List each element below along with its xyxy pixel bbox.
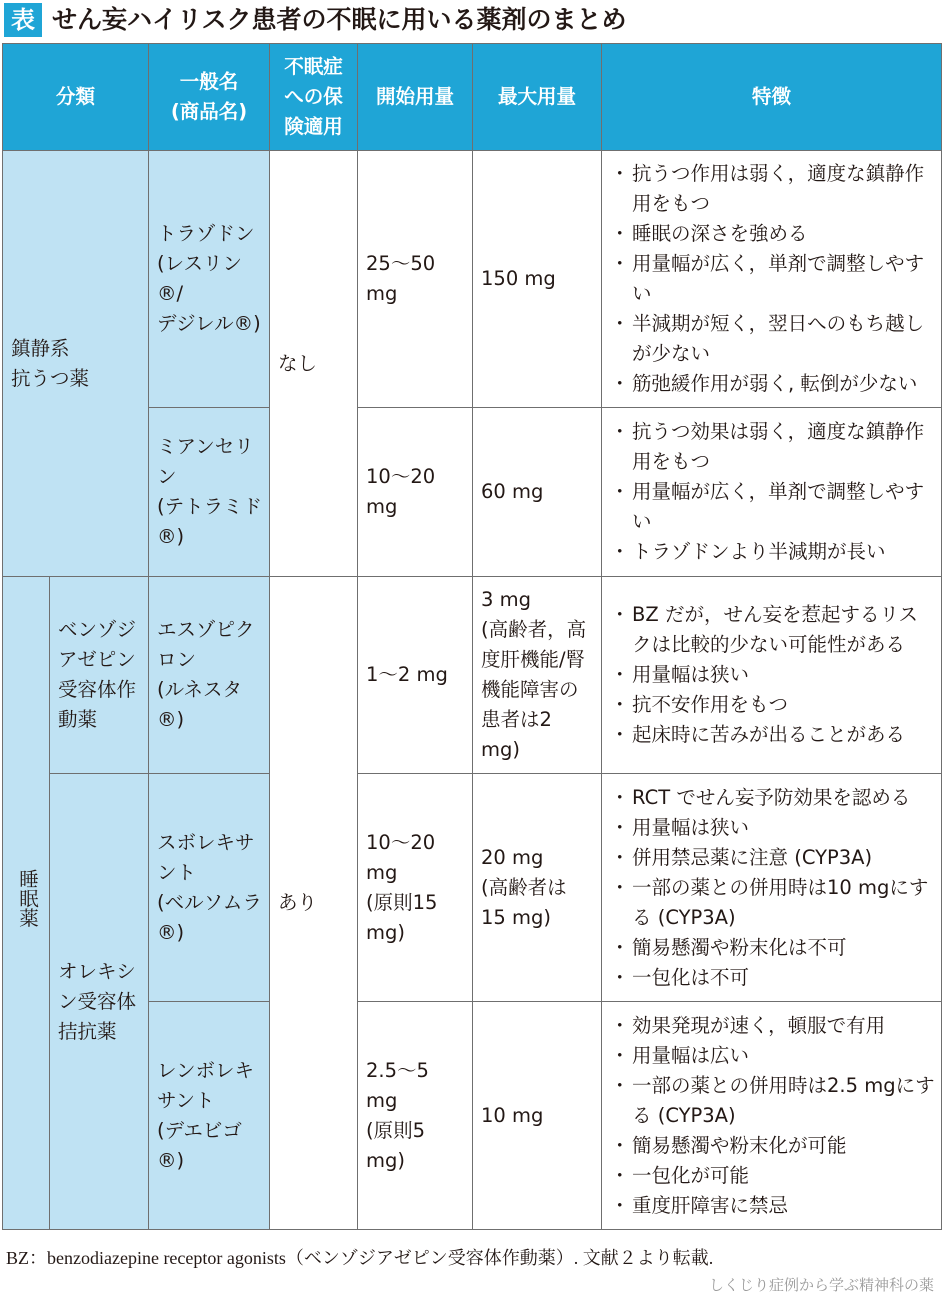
max-dose: 20 mg (高齢者は 15 mg) [473,774,602,1002]
features-cell [602,151,942,408]
table-row [3,151,942,408]
start-dose: 10〜20 mg [358,408,473,577]
insurance-value: なし [270,151,358,577]
start-dose: 10〜20 mg (原則15 mg) [358,774,473,1002]
feature-item: ・ 起床時に苦みが出ることがある [610,720,935,750]
category-sedative-antidepressant: 鎮静系 抗うつ薬 [3,151,149,577]
table-row [3,577,942,774]
table-header-row [3,44,942,151]
feature-item: ・ 半減期が短く，翌日へのもち越しが少ない [610,309,935,369]
feature-item: ・ 睡眠の深さを強める [610,219,935,249]
max-dose: 10 mg [473,1002,602,1230]
feature-item: ・ 一部の薬との併用時は2.5 mgにする (CYP3A) [610,1071,935,1131]
insurance-value: あり [270,577,358,1230]
max-dose: 60 mg [473,408,602,577]
drug-name: スボレキサント (ベルソムラ®) [149,774,270,1002]
features-cell [602,774,942,1002]
feature-item: ・ 効果発現が速く，頓服で有用 [610,1011,935,1041]
subcategory-orexin-antagonist: オレキシン受容体拮抗薬 [50,774,149,1230]
header-features: 特徴 [602,44,942,151]
category-hypnotics-label: 睡眠薬 [16,869,39,928]
feature-item: ・ 重度肝障害に禁忌 [610,1191,935,1221]
feature-item: ・ 用量幅は狭い [610,660,935,690]
feature-item: ・ 抗不安作用をもつ [610,690,935,720]
feature-item: ・ 簡易懸濁や粉末化が可能 [610,1131,935,1161]
table-title-text: せん妄ハイリスク患者の不眠に用いる薬剤のまとめ [52,5,627,34]
feature-item: ・ トラゾドンより半減期が長い [610,537,935,567]
table-badge: 表 [4,3,42,37]
feature-item: ・ 一包化は不可 [610,963,935,993]
start-dose: 2.5〜5 mg (原則5 mg) [358,1002,473,1230]
footnote: BZ：benzodiazepine receptor agonists（ベンゾジアゼピン受容体作動薬）. 文献２より転載. [6,1248,714,1268]
feature-item: ・ 抗うつ作用は弱く，適度な鎮静作用をもつ [610,159,935,219]
max-dose: 150 mg [473,151,602,408]
subcategory-bz-agonist: ベンゾジアゼピン受容体作動薬 [50,577,149,774]
drug-name: エスゾピクロン (ルネスタ®) [149,577,270,774]
feature-item: ・ 用量幅は狭い [610,813,935,843]
feature-item: ・ BZ だが，せん妄を惹起するリスクは比較的少ない可能性がある [610,600,935,660]
feature-item: ・ 併用禁忌薬に注意 (CYP3A) [610,843,935,873]
header-category: 分類 [3,44,149,151]
start-dose: 1〜2 mg [358,577,473,774]
category-hypnotics [3,577,50,1230]
feature-list [610,600,935,750]
drug-name: レンボレキサント (デエビゴ®) [149,1002,270,1230]
header-max-dose: 最大用量 [473,44,602,151]
features-cell [602,408,942,577]
feature-item: ・ 抗うつ効果は弱く，適度な鎮静作用をもつ [610,417,935,477]
book-credit: しくじり症例から学ぶ精神科の薬 [708,1276,934,1294]
features-cell [602,1002,942,1230]
start-dose: 25〜50 mg [358,151,473,408]
feature-item: ・ 簡易懸濁や粉末化は不可 [610,933,935,963]
feature-item: ・ 用量幅は広い [610,1041,935,1071]
feature-list [610,1011,935,1221]
feature-item: ・ 用量幅が広く，単剤で調整しやすい [610,249,935,309]
header-insurance: 不眠症 への保 険適用 [270,44,358,151]
header-start-dose: 開始用量 [358,44,473,151]
drug-name: ミアンセリン (テトラミド®) [149,408,270,577]
table-row [3,774,942,1002]
feature-list [610,783,935,993]
feature-list [610,159,935,399]
drug-name: トラゾドン (レスリン®/ デジレル®) [149,151,270,408]
feature-item: ・ 一部の薬との併用時は10 mgにする (CYP3A) [610,873,935,933]
feature-item: ・ RCT でせん妄予防効果を認める [610,783,935,813]
feature-item: ・ 用量幅が広く，単剤で調整しやすい [610,477,935,537]
feature-item: ・ 一包化が可能 [610,1161,935,1191]
feature-list [610,417,935,567]
feature-item: ・ 筋弛緩作用が弱く, 転倒が少ない [610,369,935,399]
header-name: 一般名 (商品名) [149,44,270,151]
features-cell [602,577,942,774]
table-title [0,0,944,40]
max-dose: 3 mg (高齢者，高度肝機能/腎機能障害の患者は2 mg) [473,577,602,774]
drug-summary-table [2,43,942,1230]
